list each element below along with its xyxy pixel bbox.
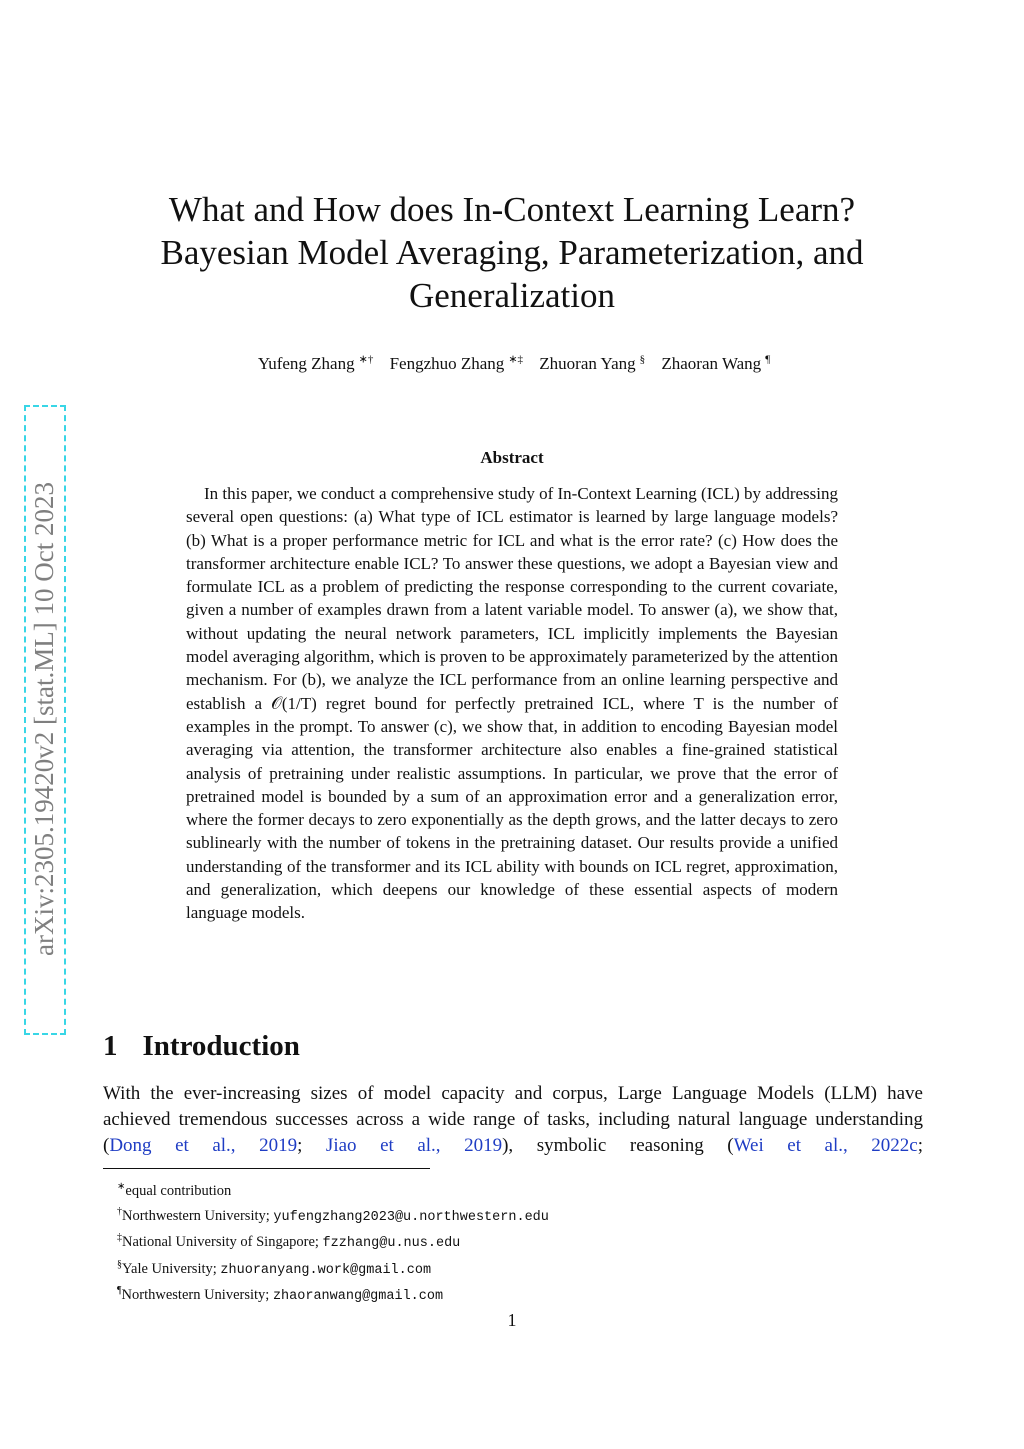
citation-link[interactable]: Jiao et al., 2019 bbox=[325, 1135, 503, 1156]
footnote bbox=[117, 1202, 877, 1229]
author bbox=[386, 354, 523, 373]
section-number: 1 bbox=[103, 1030, 118, 1062]
footnote-email[interactable]: zhaoranwang@gmail.com bbox=[272, 1288, 444, 1304]
author-name: Yufeng Zhang bbox=[257, 353, 355, 373]
footnote bbox=[117, 1255, 877, 1282]
author-list bbox=[180, 347, 844, 376]
footnote-text: Northwestern University; bbox=[122, 1207, 274, 1224]
author-affiliation-mark[interactable]: ∗† bbox=[358, 353, 374, 365]
author bbox=[535, 354, 645, 373]
footnote-text: Northwestern University; bbox=[121, 1286, 273, 1303]
author-affiliation-mark[interactable]: § bbox=[639, 353, 646, 365]
author-name: Zhuoran Yang bbox=[539, 353, 636, 373]
page-number: 1 bbox=[507, 1310, 517, 1330]
intro-text: ; bbox=[917, 1135, 924, 1156]
author-affiliation-mark[interactable]: ¶ bbox=[765, 353, 771, 365]
author-affiliation-mark[interactable]: ∗‡ bbox=[508, 353, 524, 365]
author bbox=[254, 354, 374, 373]
section-title: Introduction bbox=[142, 1030, 300, 1062]
footnote-mark: ¶ bbox=[117, 1285, 122, 1297]
footnote-mark: ∗ bbox=[117, 1181, 126, 1192]
title-line: Bayesian Model Averaging, Parameterization, and bbox=[160, 233, 864, 272]
footnote-email[interactable]: zhuoranyang.work@gmail.com bbox=[220, 1262, 432, 1278]
footnote-email[interactable]: yufengzhang2023@u.northwestern.edu bbox=[273, 1209, 549, 1225]
intro-text: With the ever-increasing sizes of model capacity and corpus, Large Language Models (LLM) have achieved tremendous successes across a wide range of tasks, including natural language understanding ( bbox=[103, 1083, 923, 1156]
abstract-text: In this paper, we conduct a comprehensive study of In-Context Learning (ICL) by addressing several open questions: (a) What type of ICL estimator is learned by large language models? (b) What is a proper performance metric for ICL and what is the error rate? (c) How does the transformer architecture enable ICL? To answer these questions, we adopt a Bayesian view and formulate ICL as a problem of predicting the response corresponding to the current covariate, given a number of examples drawn from a latent variable model. To answer (a), we show that, without updating the neural network parameters, ICL implicitly implements the Bayesian model averaging algorithm, which is proven to be approximately parameterized by the attention mechanism. For (b), we analyze the ICL performance from an online learning perspective and establish a 𝒪(1/T) regret bound for perfectly pretrained ICL, where T is the number of examples in the prompt. To answer (c), we show that, in addition to encoding Bayesian model averaging via attention, the transformer architecture also enables a fine-grained statistical analysis of pretraining under realistic assumptions. In particular, we prove that the error of pretrained model is bounded by a sum of an approximation error and a generalization error, where the former decays to zero exponentially as the depth grows, and the latter decays to zero sublinearly with the number of tokens in the pretraining dataset. Our results provide a unified understanding of the transformer and its ICL ability with bounds on ICL regret, approximation, and generalization, which deepens our knowledge of these essential aspects of modern language models. bbox=[186, 484, 838, 923]
footnote-email[interactable]: fzzhang@u.nus.edu bbox=[322, 1235, 461, 1251]
arxiv-identifier[interactable]: arXiv:2305.19420v2 [stat.ML] 10 Oct 2023 bbox=[29, 482, 59, 956]
footnote-mark: ‡ bbox=[117, 1232, 122, 1244]
footnote-mark: † bbox=[117, 1205, 122, 1217]
citation-link[interactable]: Wei et al., 2022c bbox=[733, 1135, 918, 1156]
footnote bbox=[117, 1281, 877, 1308]
footnotes bbox=[117, 1177, 877, 1308]
footnote-mark: § bbox=[117, 1258, 122, 1270]
citation-link[interactable]: Dong et al., 2019 bbox=[109, 1135, 298, 1156]
footnote-text: equal contribution bbox=[125, 1182, 232, 1199]
footnote-divider bbox=[103, 1168, 430, 1169]
abstract-heading: Abstract bbox=[480, 448, 544, 467]
intro-text: ; bbox=[297, 1135, 326, 1156]
author bbox=[657, 354, 770, 373]
footnote-text: Yale University; bbox=[122, 1260, 221, 1277]
author-name: Zhaoran Wang bbox=[661, 353, 762, 373]
footnote-text: National University of Singapore; bbox=[122, 1233, 323, 1250]
paper-title bbox=[120, 188, 904, 317]
introduction-paragraph bbox=[103, 1081, 923, 1159]
intro-text: ), symbolic reasoning ( bbox=[502, 1135, 734, 1156]
footnote bbox=[117, 1177, 877, 1202]
author-name: Fengzhuo Zhang bbox=[389, 353, 505, 373]
section-heading bbox=[103, 1030, 300, 1063]
title-line: Generalization bbox=[408, 276, 615, 315]
footnote bbox=[117, 1228, 877, 1255]
title-line: What and How does In-Context Learning Learn? bbox=[168, 190, 856, 229]
